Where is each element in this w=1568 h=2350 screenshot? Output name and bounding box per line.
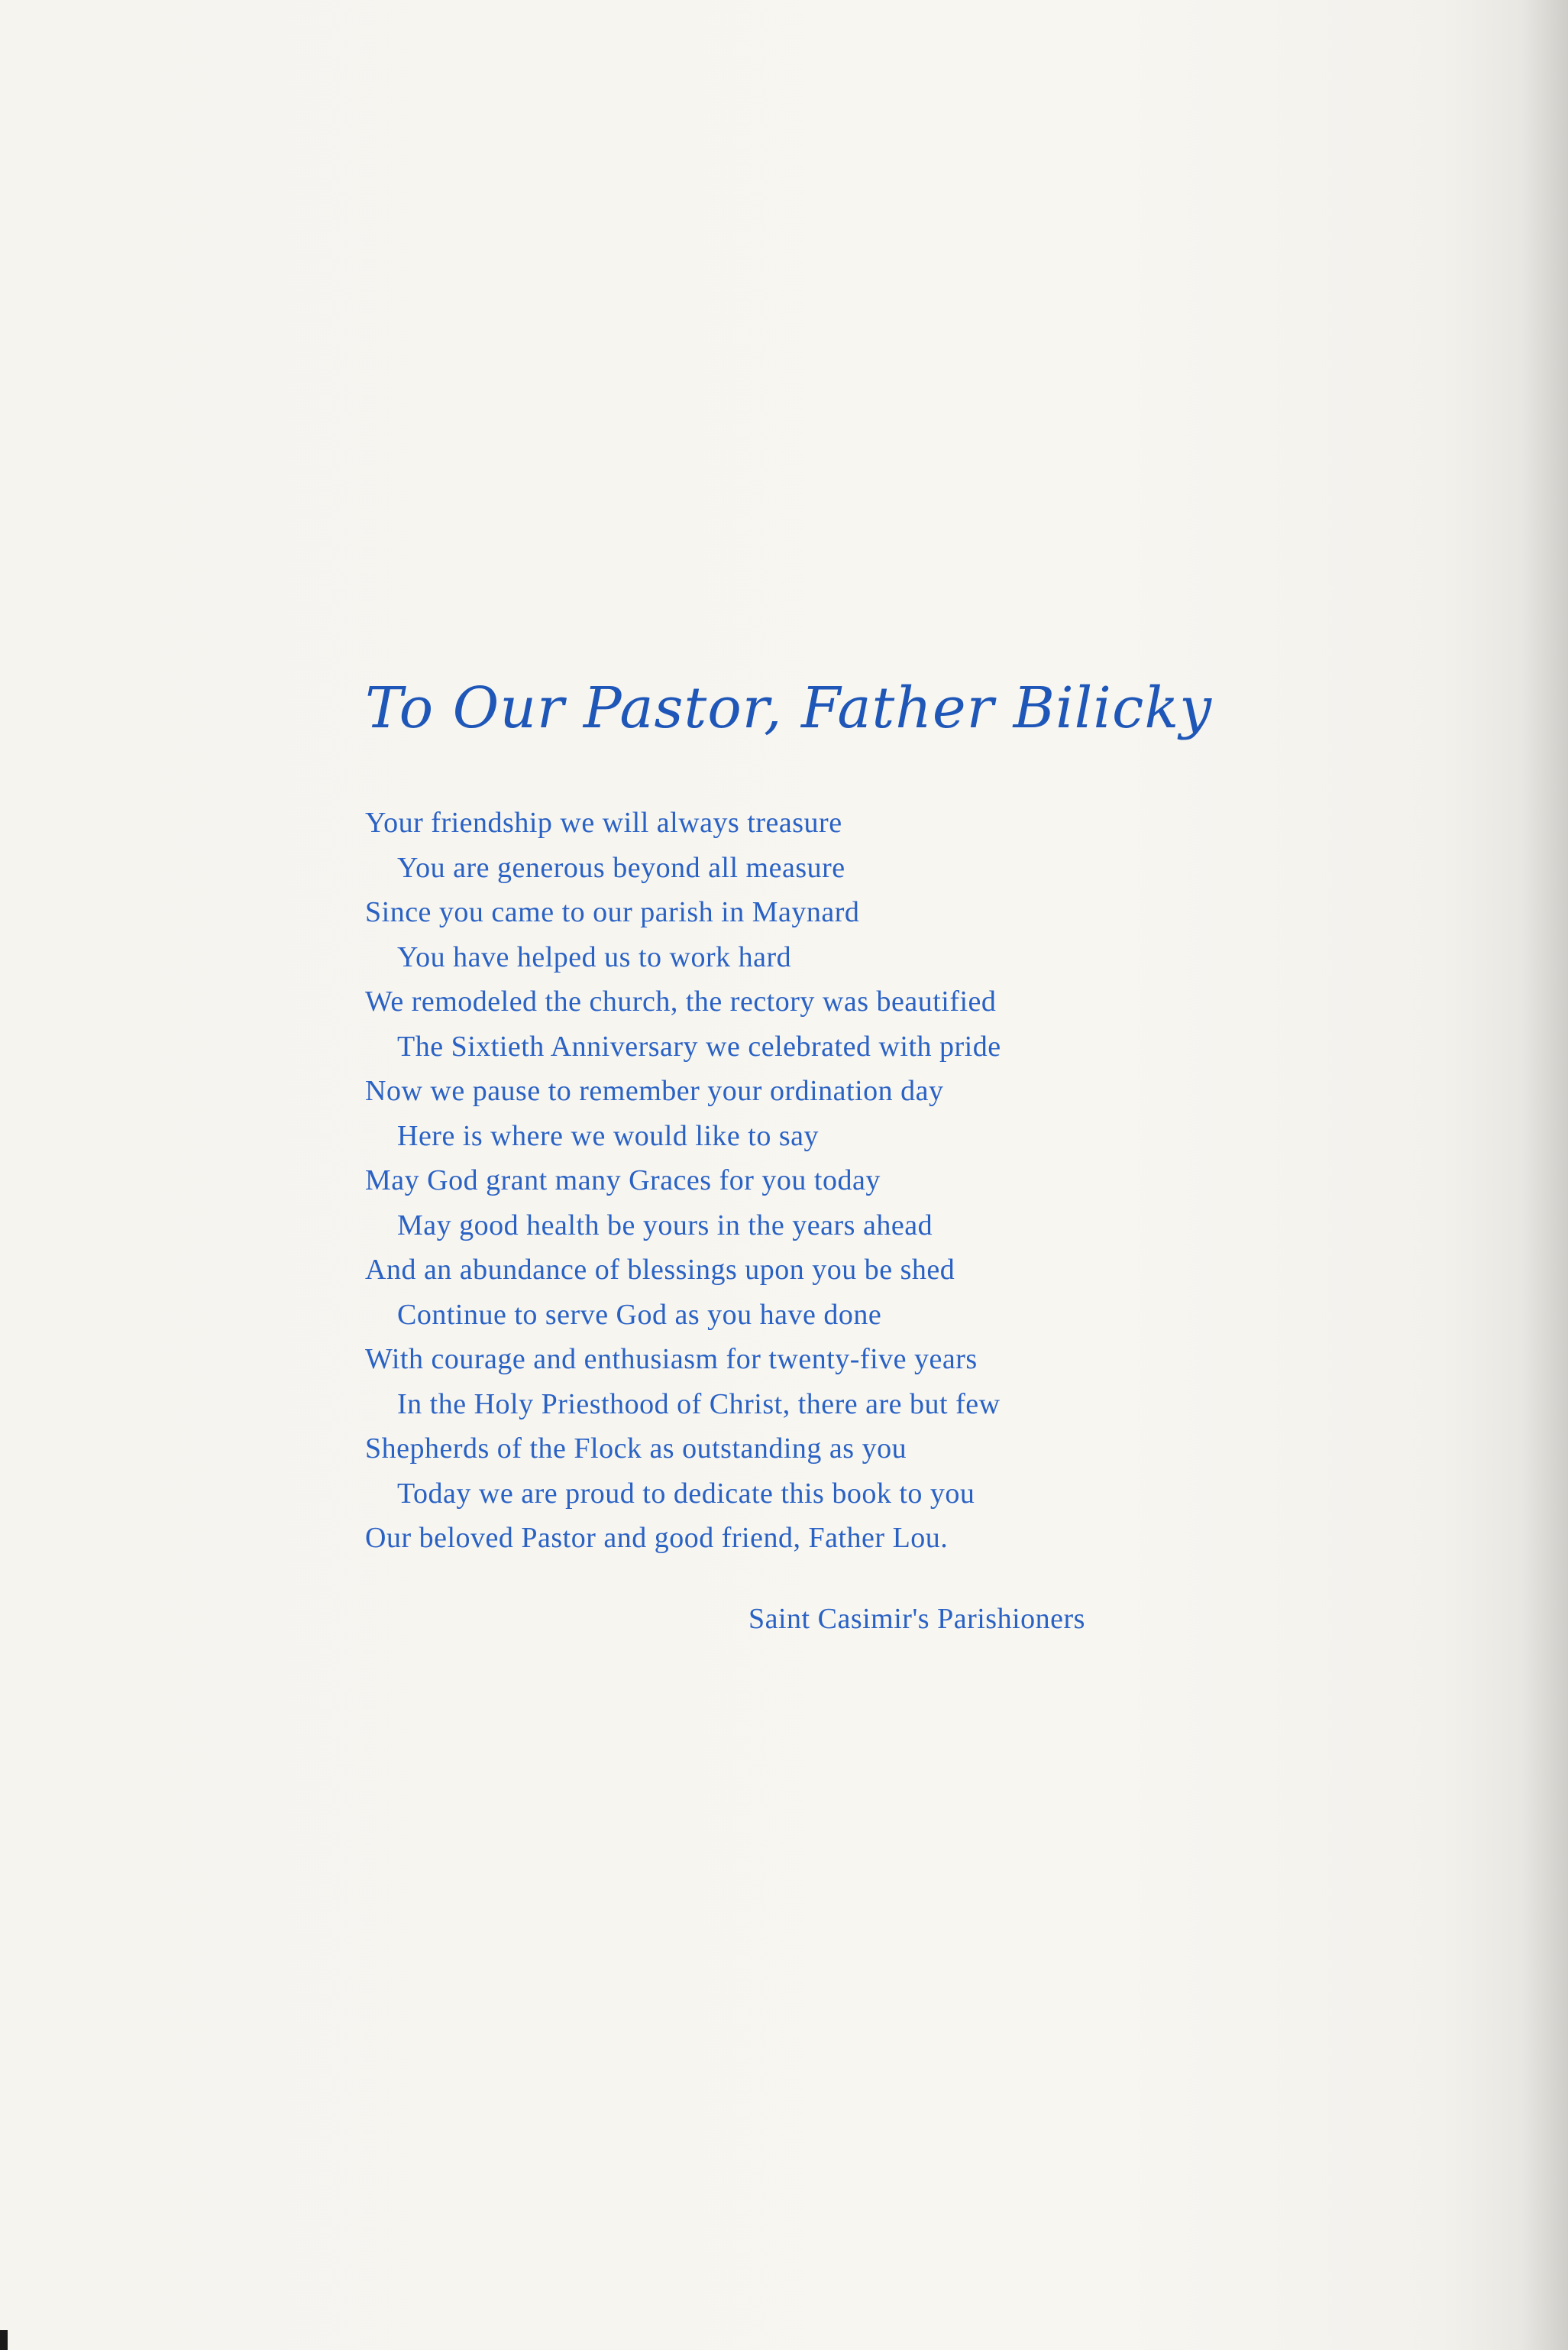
poem-line: Continue to serve God as you have done: [397, 1298, 882, 1331]
dedication-title: To Our Pastor, Father Bilicky: [365, 675, 1213, 741]
poem-line: Here is where we would like to say: [397, 1119, 820, 1152]
poem-line: Shepherds of the Flock as outstanding as you: [365, 1432, 907, 1465]
poem-line: Now we pause to remember your ordination day: [365, 1075, 944, 1107]
poem-line: With courage and enthusiasm for twenty-five years: [365, 1343, 978, 1375]
poem-line: May good health be yours in the years ahead: [397, 1209, 933, 1241]
dedication-signature: Saint Casimir's Parishioners: [748, 1603, 1085, 1635]
poem-line: We remodeled the church, the rectory was beautified: [365, 986, 997, 1018]
poem-line: In the Holy Priesthood of Christ, there are but few: [397, 1387, 1001, 1420]
poem-line: The Sixtieth Anniversary we celebrated with pride: [397, 1030, 1001, 1063]
poem-line: And an abundance of blessings upon you be shed: [365, 1254, 955, 1286]
poem-line: Today we are proud to dedicate this book to you: [397, 1477, 975, 1510]
poem-line: May God grant many Graces for you today: [365, 1164, 881, 1196]
page-edge-shadow: [1522, 0, 1568, 2350]
scan-edge-mark: [0, 2330, 8, 2350]
poem-line: You are generous beyond all measure: [397, 851, 845, 884]
dedication-poem: [365, 801, 1419, 1561]
poem-line: You have helped us to work hard: [397, 940, 792, 973]
poem-line: Your friendship we will always treasure: [365, 807, 842, 839]
poem-line: Since you came to our parish in Maynard: [365, 896, 860, 928]
poem-line: Our beloved Pastor and good friend, Father Lou.: [365, 1522, 949, 1554]
